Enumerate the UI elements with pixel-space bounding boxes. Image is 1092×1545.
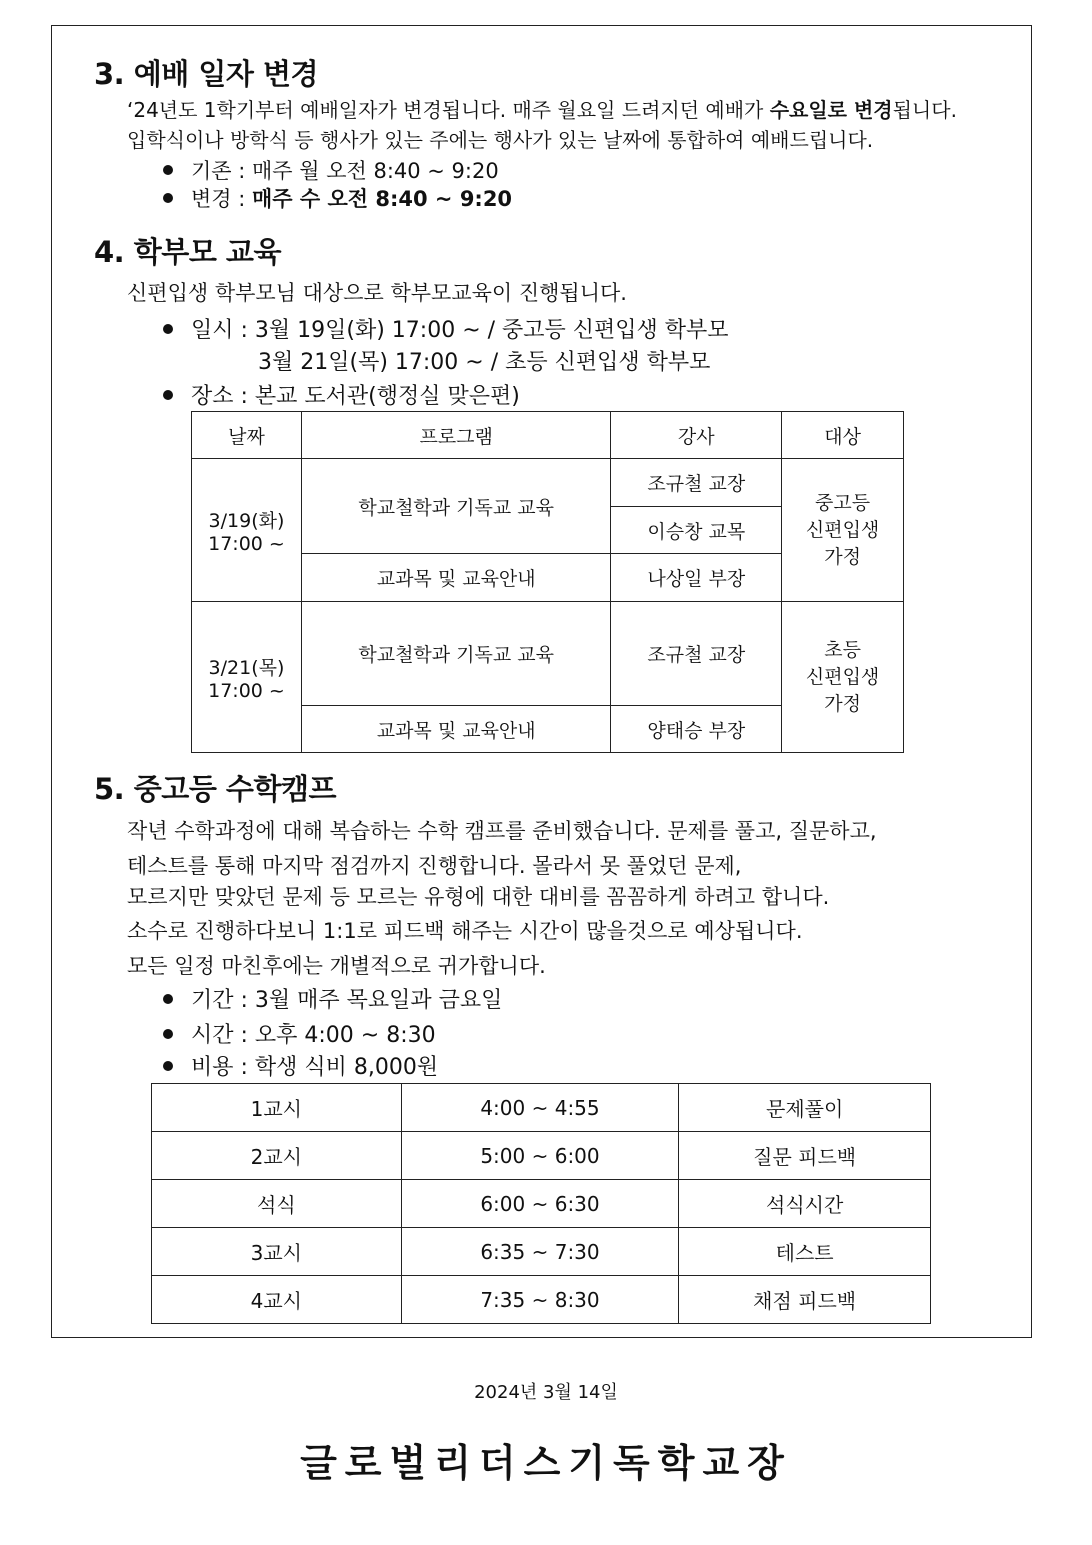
activity-cell: 문제풀이 [679, 1084, 931, 1132]
table-header-cell: 강사 [611, 412, 782, 459]
section-5-line: 테스트를 통해 마지막 점검까지 진행합니다. 몰라서 못 풀었던 문제, [127, 854, 742, 878]
activity-cell: 석식시간 [679, 1180, 931, 1228]
table-row [192, 602, 904, 706]
time-cell: 4:00 ~ 4:55 [401, 1084, 679, 1132]
section-5-item-3: 비용 : 학생 식비 8,000원 [163, 1050, 438, 1081]
section-4-item-2: 장소 : 본교 도서관(행정실 맞은편) [163, 379, 520, 410]
section-4-item-1: 일시 : 3월 19일(화) 17:00 ~ / 중고등 신편입생 학부모 [163, 313, 729, 344]
lecturer-cell: 이승창 교목 [611, 507, 782, 554]
lecturer-cell: 양태승 부장 [611, 706, 782, 753]
program-cell: 학교철학과 기독교 교육 [301, 602, 610, 706]
bullet-icon [163, 390, 173, 400]
section-5-line: 모든 일정 마친후에는 개별적으로 귀가합니다. [127, 954, 546, 978]
table-row [192, 459, 904, 507]
table-header-row [192, 412, 904, 459]
section-5-line: 작년 수학과정에 대해 복습하는 수학 캠프를 준비했습니다. 문제를 풀고, 질문하고, [127, 819, 877, 843]
bullet-icon [163, 1029, 173, 1039]
table-row [152, 1132, 931, 1180]
table-row [152, 1228, 931, 1276]
table-row [152, 1276, 931, 1324]
table-header-cell: 대상 [782, 412, 904, 459]
period-cell: 2교시 [152, 1132, 402, 1180]
activity-cell: 테스트 [679, 1228, 931, 1276]
time-cell: 6:35 ~ 7:30 [401, 1228, 679, 1276]
bullet-icon [163, 1061, 173, 1071]
period-cell: 석식 [152, 1180, 402, 1228]
activity-cell: 채점 피드백 [679, 1276, 931, 1324]
section-3-paragraph-2: 입학식이나 방학식 등 행사가 있는 주에는 행사가 있는 날짜에 통합하여 예배드립니다. [127, 128, 874, 152]
program-cell: 교과목 및 교육안내 [301, 706, 610, 753]
table-header-cell: 날짜 [192, 412, 302, 459]
lecturer-cell: 나상일 부장 [611, 554, 782, 602]
target-cell: 중고등 신편입생 가정 [782, 459, 904, 602]
section-5-line: 모르지만 맞았던 문제 등 모르는 유형에 대한 대비를 꼼꼼하게 하려고 합니다. [127, 885, 830, 909]
lecturer-cell: 조규철 교장 [611, 459, 782, 507]
date-cell: 3/21(목) 17:00 ~ [192, 602, 302, 753]
program-cell: 학교철학과 기독교 교육 [301, 459, 610, 554]
lecturer-cell: 조규철 교장 [611, 602, 782, 706]
bullet-icon [163, 994, 173, 1004]
program-cell: 교과목 및 교육안내 [301, 554, 610, 602]
bullet-icon [163, 193, 173, 203]
section-5-line: 소수로 진행하다보니 1:1로 피드백 해주는 시간이 많을것으로 예상됩니다. [127, 919, 803, 943]
activity-cell: 질문 피드백 [679, 1132, 931, 1180]
table-row [152, 1180, 931, 1228]
date-cell: 3/19(화) 17:00 ~ [192, 459, 302, 602]
table-header-cell: 프로그램 [301, 412, 610, 459]
parent-education-table [191, 411, 904, 753]
period-cell: 4교시 [152, 1276, 402, 1324]
section-4-title: 4. 학부모 교육 [94, 235, 281, 269]
document-date: 2024년 3월 14일 [474, 1382, 618, 1403]
section-3-item-1: 기존 : 매주 월 오전 8:40 ~ 9:20 [163, 155, 499, 185]
bullet-icon [163, 165, 173, 175]
section-5-title: 5. 중고등 수학캠프 [94, 772, 336, 806]
section-3-paragraph-1: ‘24년도 1학기부터 예배일자가 변경됩니다. 매주 월요일 드려지던 예배가 수요일로 변경됩니다. [127, 98, 957, 122]
section-3-title: 3. 예배 일자 변경 [94, 57, 319, 91]
target-cell: 초등 신편입생 가정 [782, 602, 904, 753]
time-cell: 6:00 ~ 6:30 [401, 1180, 679, 1228]
section-5-item-2: 시간 : 오후 4:00 ~ 8:30 [163, 1018, 436, 1049]
time-cell: 5:00 ~ 6:00 [401, 1132, 679, 1180]
section-5-item-1: 기간 : 3월 매주 목요일과 금요일 [163, 983, 502, 1014]
time-cell: 7:35 ~ 8:30 [401, 1276, 679, 1324]
period-cell: 1교시 [152, 1084, 402, 1132]
principal-signature: 글로벌리더스기독학교장 [300, 1441, 792, 1485]
section-3-item-2: 변경 : 매주 수 오전 8:40 ~ 9:20 [163, 183, 512, 213]
section-4-paragraph: 신편입생 학부모님 대상으로 학부모교육이 진행됩니다. [127, 281, 627, 305]
section-4-item-1-continued: 3월 21일(목) 17:00 ~ / 초등 신편입생 학부모 [258, 350, 711, 375]
table-row [152, 1084, 931, 1132]
bullet-icon [163, 324, 173, 334]
period-cell: 3교시 [152, 1228, 402, 1276]
math-camp-schedule-table [151, 1083, 931, 1324]
